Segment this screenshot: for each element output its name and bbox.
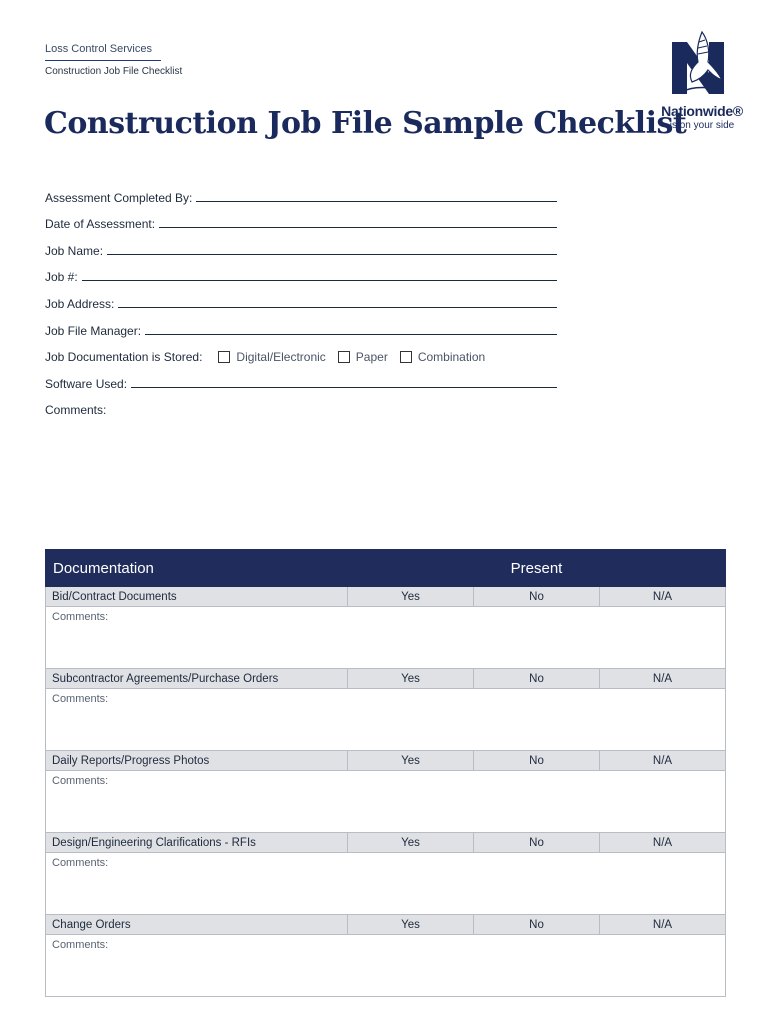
date-of-assessment-field[interactable] bbox=[45, 205, 557, 232]
yes-option[interactable]: Yes bbox=[348, 587, 474, 607]
comments-box[interactable]: Comments: bbox=[46, 689, 726, 751]
comments-box[interactable]: Comments: bbox=[46, 853, 726, 915]
field-label: Assessment Completed By: bbox=[45, 190, 193, 205]
comments-row bbox=[46, 689, 726, 751]
write-line[interactable] bbox=[159, 214, 557, 228]
logo-wordmark: Nationwide® bbox=[661, 103, 743, 119]
header-rule bbox=[45, 60, 161, 61]
comments-box[interactable]: Comments: bbox=[46, 935, 726, 997]
comments-box[interactable]: Comments: bbox=[46, 771, 726, 833]
write-line[interactable] bbox=[107, 241, 557, 255]
no-option[interactable]: No bbox=[474, 751, 600, 771]
department-label: Loss Control Services bbox=[45, 43, 152, 55]
field-label: Job Name: bbox=[45, 243, 104, 258]
job-number-field[interactable] bbox=[45, 258, 557, 285]
option-label: Digital/Electronic bbox=[236, 350, 326, 365]
software-used-field[interactable] bbox=[45, 364, 557, 391]
na-option[interactable]: N/A bbox=[600, 833, 726, 853]
assessment-form bbox=[45, 178, 557, 417]
nationwide-logo bbox=[652, 28, 752, 136]
yes-option[interactable]: Yes bbox=[348, 915, 474, 935]
table-row bbox=[46, 669, 726, 689]
comments-field[interactable] bbox=[45, 391, 557, 418]
comments-row bbox=[46, 607, 726, 669]
documentation-header: Documentation bbox=[46, 550, 348, 587]
no-option[interactable]: No bbox=[474, 587, 600, 607]
field-label: Date of Assessment: bbox=[45, 217, 156, 232]
doc-item-label: Daily Reports/Progress Photos bbox=[46, 751, 348, 771]
doc-item-label: Design/Engineering Clarifications - RFIs bbox=[46, 833, 348, 853]
yes-option[interactable]: Yes bbox=[348, 669, 474, 689]
comments-row bbox=[46, 853, 726, 915]
no-option[interactable]: No bbox=[474, 915, 600, 935]
doc-item-label: Change Orders bbox=[46, 915, 348, 935]
write-line[interactable] bbox=[196, 188, 557, 202]
comments-row bbox=[46, 935, 726, 997]
eagle-n-logo-icon bbox=[652, 28, 752, 104]
field-label: Job #: bbox=[45, 270, 78, 285]
table-row bbox=[46, 833, 726, 853]
job-address-field[interactable] bbox=[45, 284, 557, 311]
table-row bbox=[46, 915, 726, 935]
table-row bbox=[46, 587, 726, 607]
field-label: Software Used: bbox=[45, 376, 128, 391]
storage-option-digital[interactable] bbox=[218, 350, 325, 364]
job-name-field[interactable] bbox=[45, 231, 557, 258]
present-header: Present bbox=[348, 550, 726, 587]
doc-item-label: Bid/Contract Documents bbox=[46, 587, 348, 607]
no-option[interactable]: No bbox=[474, 833, 600, 853]
field-label: Job File Manager: bbox=[45, 323, 142, 338]
write-line[interactable] bbox=[82, 267, 557, 281]
storage-option-paper[interactable] bbox=[338, 350, 388, 364]
no-option[interactable]: No bbox=[474, 669, 600, 689]
yes-option[interactable]: Yes bbox=[348, 751, 474, 771]
comments-row bbox=[46, 771, 726, 833]
option-label: Paper bbox=[355, 350, 388, 365]
table-header-row bbox=[46, 550, 726, 587]
option-label: Combination bbox=[417, 350, 486, 365]
field-label: Job Documentation is Stored: bbox=[45, 350, 203, 365]
na-option[interactable]: N/A bbox=[600, 751, 726, 771]
field-label: Comments: bbox=[45, 403, 107, 418]
na-option[interactable]: N/A bbox=[600, 669, 726, 689]
checkbox[interactable] bbox=[400, 351, 412, 363]
write-line[interactable] bbox=[131, 374, 557, 388]
assessment-completed-by-field[interactable] bbox=[45, 178, 557, 205]
page-title: Construction Job File Sample Checklist bbox=[44, 106, 687, 141]
document-subtitle: Construction Job File Checklist bbox=[45, 66, 183, 77]
write-line[interactable] bbox=[118, 294, 557, 308]
documentation-table bbox=[45, 549, 726, 997]
doc-item-label: Subcontractor Agreements/Purchase Orders bbox=[46, 669, 348, 689]
documentation-storage-field bbox=[45, 338, 557, 365]
table-row bbox=[46, 751, 726, 771]
storage-option-combination[interactable] bbox=[400, 350, 485, 364]
checkbox[interactable] bbox=[218, 351, 230, 363]
na-option[interactable]: N/A bbox=[600, 587, 726, 607]
comments-box[interactable]: Comments: bbox=[46, 607, 726, 669]
job-file-manager-field[interactable] bbox=[45, 311, 557, 338]
yes-option[interactable]: Yes bbox=[348, 833, 474, 853]
na-option[interactable]: N/A bbox=[600, 915, 726, 935]
checkbox[interactable] bbox=[338, 351, 350, 363]
field-label: Job Address: bbox=[45, 296, 115, 311]
logo-tagline: is on your side bbox=[669, 120, 735, 131]
write-line[interactable] bbox=[145, 321, 557, 335]
